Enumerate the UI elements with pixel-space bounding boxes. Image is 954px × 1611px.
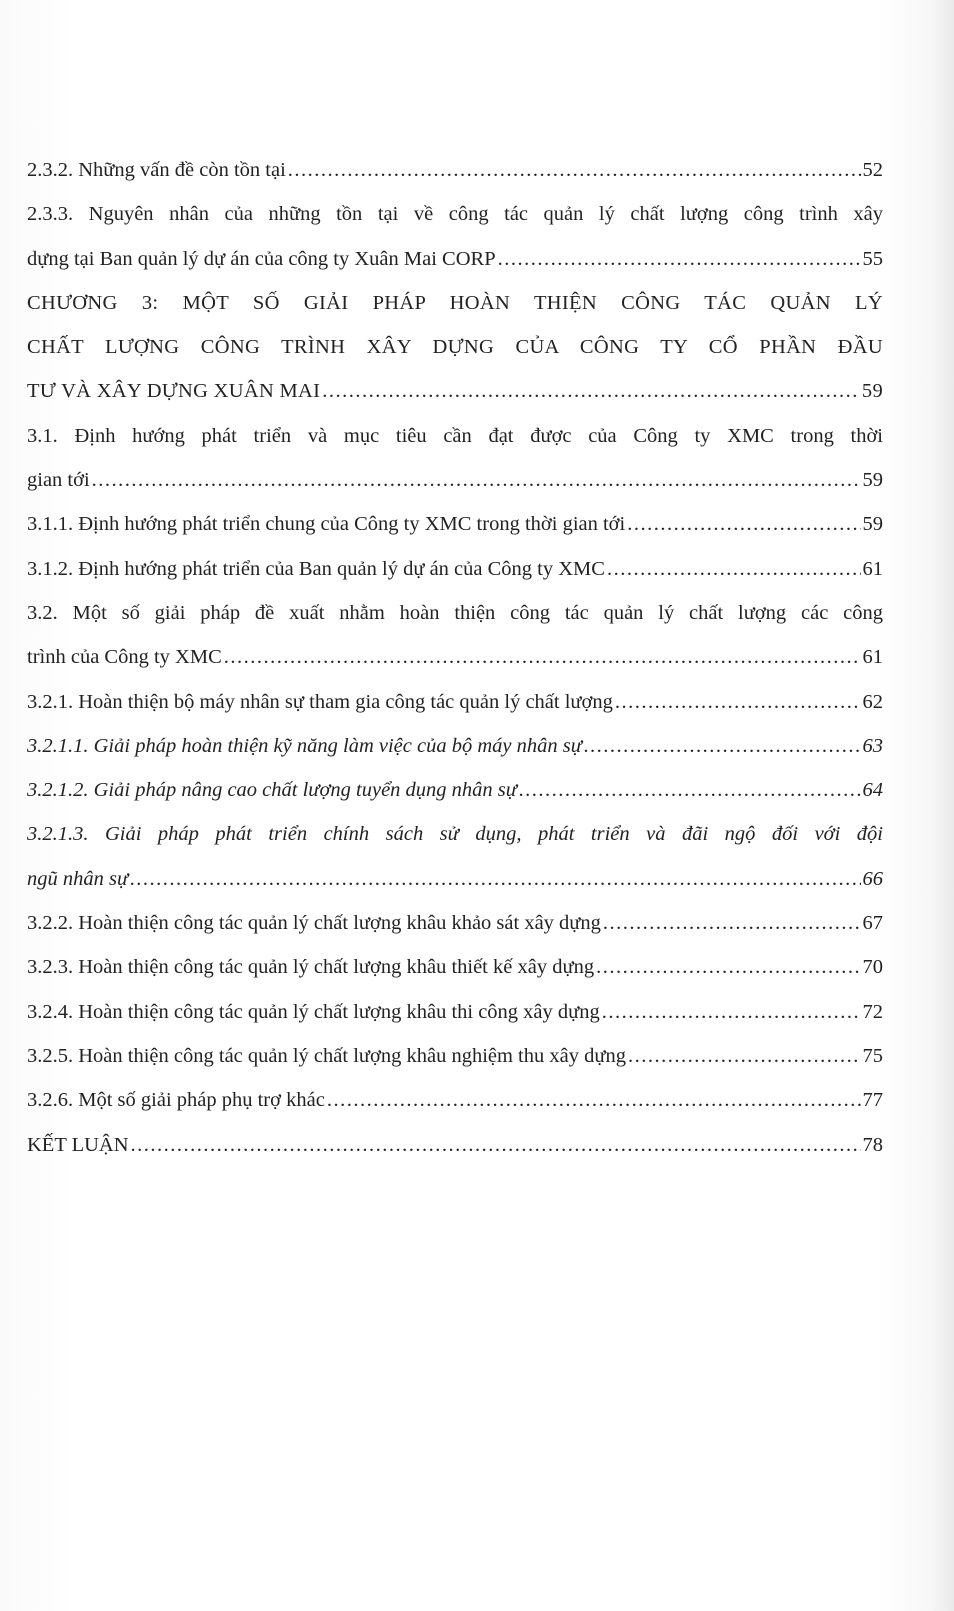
dot-leader <box>627 502 860 546</box>
toc-page-number: 52 <box>862 159 883 181</box>
table-of-contents <box>27 148 883 1167</box>
toc-page-number: 61 <box>862 646 883 669</box>
toc-page-number: 59 <box>861 380 883 403</box>
toc-entry-3-2-1-3 <box>27 812 883 901</box>
toc-page-number: 77 <box>862 1089 883 1112</box>
toc-entry-title: 3.2.6. Một số giải pháp phụ trợ khác <box>27 1089 325 1112</box>
toc-entry-title: 3.2.2. Hoàn thiện công tác quản lý chất lượng khâu khảo sát xây dựng <box>27 912 601 935</box>
toc-entry-title: 2.3.2. Những vấn đề còn tồn tại <box>27 159 286 181</box>
toc-page-number: 66 <box>862 867 883 890</box>
dot-leader <box>327 1078 861 1122</box>
toc-entry-title: 3.2.1.1. Giải pháp hoàn thiện kỹ năng làm việc của bộ máy nhân sự <box>27 734 582 757</box>
toc-page-number: 61 <box>862 557 883 580</box>
toc-page-number: 75 <box>862 1044 883 1067</box>
toc-entry-3-1-1 <box>27 502 883 546</box>
dot-leader <box>224 635 861 679</box>
dot-leader <box>130 857 860 901</box>
dot-leader <box>498 237 861 281</box>
toc-entry-3-2-6 <box>27 1078 883 1122</box>
toc-entry-title-line-1: 3.2. Một số giải pháp đề xuất nhằm hoàn thiện công tác quản lý chất lượng các công <box>27 601 883 624</box>
toc-page-number: 70 <box>862 956 883 979</box>
toc-entry-title: 3.2.1. Hoàn thiện bộ máy nhân sự tham gia công tác quản lý chất lượng <box>27 690 613 713</box>
toc-entry-3-2-5 <box>27 1034 883 1078</box>
toc-entry-title: KẾT LUẬN <box>27 1133 129 1156</box>
toc-entry-title-line-2: CHẤT LƯỢNG CÔNG TRÌNH XÂY DỰNG CỦA CÔNG TY CỔ PHẦN ĐẦU <box>27 336 883 359</box>
toc-page-number: 64 <box>862 779 883 802</box>
toc-entry-2-3-2 <box>27 148 883 192</box>
dot-leader <box>607 547 861 591</box>
toc-entry-3-2 <box>27 591 883 680</box>
dot-leader <box>615 680 861 724</box>
dot-leader <box>584 724 861 768</box>
toc-entry-title: 3.1.1. Định hướng phát triển chung của Công ty XMC trong thời gian tới <box>27 513 626 536</box>
toc-page-number: 59 <box>862 469 883 492</box>
toc-entry-title-line-1: 3.2.1.3. Giải pháp phát triển chính sách sử dụng, phát triển và đãi ngộ đối với đội <box>27 823 883 846</box>
toc-entry-title: ngũ nhân sự <box>27 867 129 890</box>
dot-leader <box>596 945 860 989</box>
toc-page-number: 78 <box>862 1133 883 1156</box>
toc-entry-title-line-1: CHƯƠNG 3: MỘT SỐ GIẢI PHÁP HOÀN THIỆN CÔNG TÁC QUẢN LÝ <box>27 291 883 314</box>
toc-entry-3-2-4 <box>27 990 883 1034</box>
dot-leader <box>628 1034 861 1078</box>
dot-leader <box>322 369 860 413</box>
toc-entry-title: 3.2.3. Hoàn thiện công tác quản lý chất lượng khâu thiết kế xây dựng <box>27 956 595 979</box>
toc-entry-title-line-1: 3.1. Định hướng phát triển và mục tiêu cần đạt được của Công ty XMC trong thời <box>27 424 883 447</box>
toc-entry-title: gian tới <box>27 469 90 492</box>
toc-entry-chapter-3 <box>27 281 883 414</box>
toc-entry-conclusion <box>27 1123 883 1167</box>
toc-entry-3-1-2 <box>27 547 883 591</box>
toc-page-number: 67 <box>862 912 883 935</box>
toc-entry-3-2-1-2 <box>27 768 883 812</box>
toc-page-number: 63 <box>862 734 883 757</box>
dot-leader <box>288 148 861 192</box>
toc-page-number: 62 <box>862 690 883 713</box>
toc-entry-title: 3.2.4. Hoàn thiện công tác quản lý chất lượng khâu thi công xây dựng <box>27 1000 600 1023</box>
dot-leader <box>602 990 861 1034</box>
dot-leader <box>92 458 861 502</box>
toc-entry-2-3-3 <box>27 192 883 281</box>
toc-entry-title: 3.1.2. Định hướng phát triển của Ban quản lý dự án của Công ty XMC <box>27 557 605 580</box>
toc-page-number: 55 <box>862 247 883 270</box>
toc-entry-3-2-2 <box>27 901 883 945</box>
toc-entry-title: dựng tại Ban quản lý dự án của công ty Xuân Mai CORP <box>27 247 496 270</box>
toc-page-number: 72 <box>862 1000 883 1023</box>
page-edge-shadow <box>932 0 954 1611</box>
toc-entry-title: trình của Công ty XMC <box>27 646 222 669</box>
toc-entry-title: 3.2.1.2. Giải pháp nâng cao chất lượng tuyển dụng nhân sự <box>27 779 517 802</box>
dot-leader <box>603 901 861 945</box>
toc-entry-3-2-3 <box>27 945 883 989</box>
dot-leader <box>131 1123 861 1167</box>
toc-entry-3-1 <box>27 414 883 503</box>
toc-entry-title: TƯ VÀ XÂY DỰNG XUÂN MAI <box>27 380 321 403</box>
dot-leader <box>519 768 861 812</box>
toc-entry-title-line-1: 2.3.3. Nguyên nhân của những tồn tại về công tác quản lý chất lượng công trình xây <box>27 203 883 226</box>
toc-entry-title: 3.2.5. Hoàn thiện công tác quản lý chất lượng khâu nghiệm thu xây dựng <box>27 1044 626 1067</box>
toc-entry-3-2-1 <box>27 680 883 724</box>
toc-entry-3-2-1-1 <box>27 724 883 768</box>
toc-page-number: 59 <box>862 513 883 536</box>
